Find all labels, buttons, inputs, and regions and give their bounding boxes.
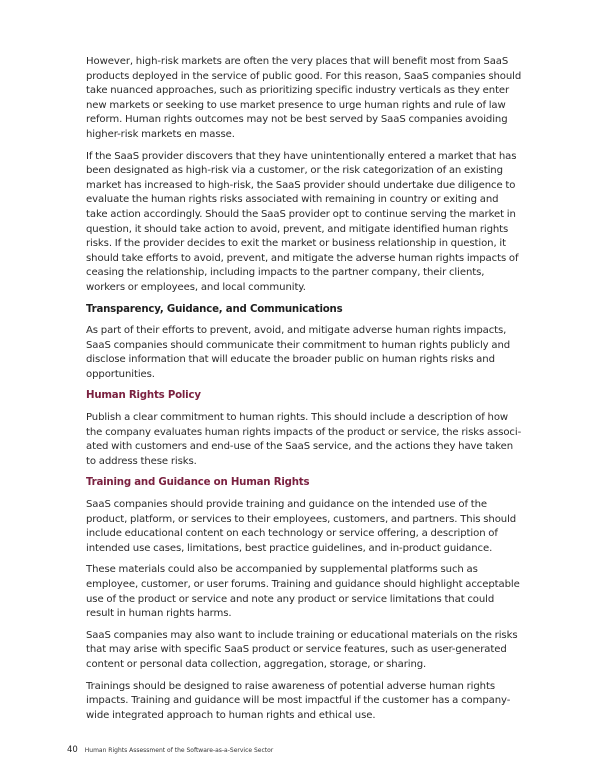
training-paragraph-3: SaaS companies may also want to include training or educational materials on the risks that may arise with specific SaaS product or service features, such as user-generated content or personal data collection, aggregation, storage, or sharing. [86,629,518,670]
subheading-training-guidance: Training and Guidance on Human Rights [86,477,310,489]
training-paragraph-1: SaaS companies should provide training and guidance on the intended use of the product, platform, or services to their employees, customers, and partners. This should include educational content on each technology or service offering, a description of intended use cases, limitations, best practice guidelines, and in-product guidance. [86,499,517,554]
intro-paragraph-1: However, high-risk markets are often the very places that will benefit most from SaaS products deployed in the service of public good. For this reason, SaaS companies should take nuanced approaches, such as prioritizing specific industry verticals as they enter new markets or seeking to use market presence to urge human rights and rule of law reform. Human rights outcomes may not be best served by SaaS companies avoiding higher-risk markets en masse. [86,56,522,140]
page-footer [67,745,273,755]
page-content [86,55,522,730]
section-heading-transparency: Transparency, Guidance, and Communications [86,303,343,315]
policy-paragraph: Publish a clear commitment to human rights. This should include a description of how the company evaluates human rights impacts of the product or service, the risks associated with customers and end-use of the SaaS service, and the actions they have taken to address these risks. [86,412,522,467]
subheading-human-rights-policy: Human Rights Policy [86,390,201,402]
transparency-paragraph: As part of their efforts to prevent, avoid, and mitigate adverse human rights impacts, SaaS companies should communicate their commitment to human rights publicly and disclose information that will educate the broader public on human rights risks and opportunities. [86,325,511,380]
intro-paragraph-2: If the SaaS provider discovers that they have unintentionally entered a market that has been designated as high-risk via a customer, or the risk categorization of an existing market has increased to high-risk, the SaaS provider should undertake due diligence to evaluate the human rights risks associated with remaining in country or exiting and take action accordingly. Should the SaaS provider opt to continue serving the market in question, it should take action to avoid, prevent, and mitigate identified human rights risks. If the provider decides to exit the market or business relationship in question, it should take efforts to avoid, prevent, and mitigate the adverse human rights impacts of ceasing the relationship, including impacts to the partner company, their clients, workers or employees, and local community. [86,150,519,293]
training-paragraph-4: Trainings should be designed to raise awareness of potential adverse human rights impacts. Training and guidance will be most impactful if the customer has a company-wide integrated approach to human rights and ethical use. [86,680,511,721]
training-paragraph-2: These materials could also be accompanied by supplemental platforms such as employee, customer, or user forums. Training and guidance should highlight acceptable use of the product or service and note any product or service limitations that could result in human rights harms. [86,564,520,620]
running-title: Human Rights Assessment of the Software-as-a-Service Sector [84,747,274,754]
page-number: 40 [67,745,78,755]
